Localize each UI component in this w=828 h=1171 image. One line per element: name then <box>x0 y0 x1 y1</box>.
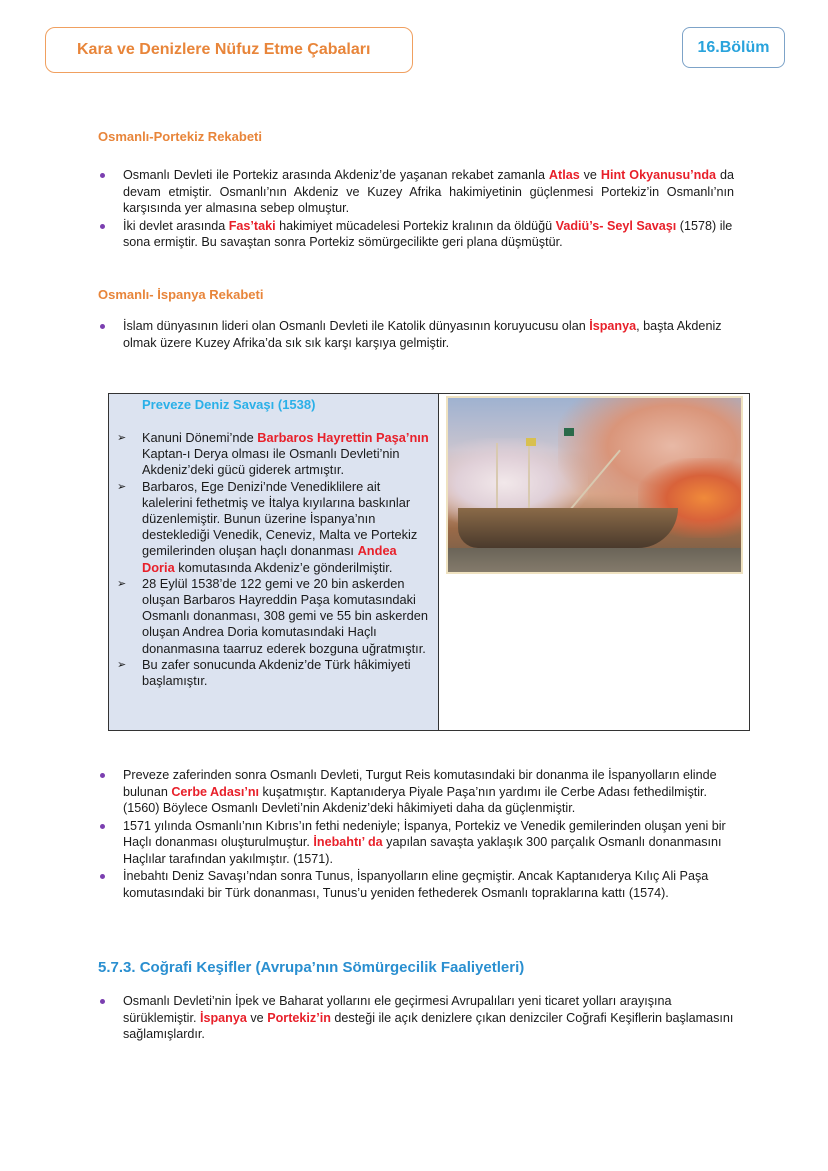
text: (1578) ile sona ermiştir. Bu savaştan sonra Portekiz sömürgecilikte geri plana düşmüştür. <box>123 218 733 249</box>
flag-shape <box>564 428 574 436</box>
page-title: Kara ve Denizlere Nüfuz Etme Çabaları <box>77 41 371 58</box>
text: hakimiyet mücadelesi Portekiz kralının da öldüğü <box>275 218 556 233</box>
text: da devam etmiştir. Osmanlı’nın Akdeniz ve Kuzey Afrika hakimiyetinin güçlenmesi Portekiz’in Osmanlı’nın karşısında yer almasına sebep olmuştur. <box>123 168 734 215</box>
text: kuşatmıştır. Kaptanıderya Piyale Paşa’nın yardımı ile Cerbe Adası fethedilmiştir. (1560) Böylece Osmanlı Devleti’nin Akdeniz’deki hâkimiyeti daha da güçlenmiştir. <box>123 784 708 815</box>
arrow-bullet-icon: ➢ <box>117 432 127 444</box>
list-item <box>98 167 734 217</box>
text: Kanuni Dönemi’nde <box>142 430 258 445</box>
after-preveze-list <box>98 767 734 902</box>
text: Barbaros, Ege Denizi’nde Venediklilere ait kalelerini fethetmiş ve İtalya kıyılarına baskınlar düzenlemiştir. Bunun üzerine İspanya’nın desteklediği Venedik, Ceneviz, Malta ve Portekiz gemilerinden oluşan haçlı donanması <box>142 478 418 559</box>
page-title-box <box>45 27 413 73</box>
text: Osmanlı Devleti ile Portekiz arasında Akdeniz’de yaşanan rekabet zamanla <box>123 168 549 182</box>
highlight: Hint Okyanusu’nda <box>600 168 717 182</box>
text: Preveze zaferinden sonra Osmanlı Devleti, Turgut Reis komutasındaki bir donanma ile İspanyolların elinde bulunan <box>123 768 717 799</box>
highlight: İspanya <box>199 1010 247 1025</box>
kesifler-list <box>98 993 734 1044</box>
arrow-bullet-icon: ➢ <box>117 658 127 671</box>
chapter-label: 16.Bölüm <box>697 38 770 56</box>
text: 1571 yılında Osmanlı’nın Kıbrıs’ın fethi nedeniyle; İspanya, Portekiz ve Venedik gemilerinden oluşan yeni bir Haçlı donanması oluşturulmuştur. <box>123 818 726 849</box>
highlight: Barbaros Hayrettin Paşa’nın <box>257 430 429 445</box>
list-item <box>98 218 734 251</box>
list-item <box>98 318 734 351</box>
text: , başta Akdeniz olmak üzere Kuzey Afrika’da sık sık karşı karşıya gelmiştir. <box>123 319 722 350</box>
heading-portekiz: Osmanlı-Portekiz Rekabeti <box>98 129 262 144</box>
bullet-icon <box>100 874 105 879</box>
list-item <box>98 868 734 901</box>
text: İslam dünyasının lideri olan Osmanlı Devleti ile Katolik dünyasının koruyucusu olan <box>123 319 590 333</box>
arrow-bullet-icon: ➢ <box>117 577 127 590</box>
text: Osmanlı Devleti’nin İpek ve Baharat yollarını ele geçirmesi Avrupalıları yeni ticaret yolları arayışına sürüklemiştir. <box>123 994 672 1025</box>
arrow-bullet-icon: ➢ <box>117 480 127 493</box>
highlight: Atlas <box>548 168 580 182</box>
text: komutasında Akdeniz’e gönderilmiştir. <box>174 559 393 575</box>
chapter-badge <box>682 27 785 68</box>
ship-hull-shape <box>458 508 678 548</box>
preveze-title: Preveze Deniz Savaşı (1538) <box>142 397 316 412</box>
bullet-icon <box>100 773 105 778</box>
text: 28 Eylül 1538’de 122 gemi ve 20 bin askerden oluşan Barbaros Hayreddin Paşa komutasındaki Osmanlı donanması, 308 gemi ve 55 bin askerden oluşan Andrea Doria komutasındaki Haçlı donanmasına taarruz ederek bozguna uğratmıştır. <box>142 575 428 656</box>
highlight: Cerbe Adası’nı <box>171 784 260 799</box>
water-shape <box>448 548 741 574</box>
flag-shape <box>526 438 536 446</box>
heading-ispanya: Osmanlı- İspanya Rekabeti <box>98 287 264 302</box>
preveze-list <box>116 430 432 689</box>
portekiz-list <box>98 167 734 252</box>
list-item <box>116 430 432 479</box>
preveze-info-table <box>108 393 750 731</box>
list-item <box>98 993 734 1043</box>
text: İnebahtı Deniz Savaşı’ndan sonra Tunus, İspanyolların eline geçmiştir. Ancak Kaptanıderya Kılıç Ali Paşa komutasındaki bir Türk donanması, Tunus’u yeniden fethederek Osmanlı topraklarına kattı (1574). <box>123 869 709 900</box>
text: Bu zafer sonucunda Akdeniz’de Türk hâkimiyeti başlamıştır. <box>142 656 411 689</box>
preveze-text-cell <box>109 394 439 730</box>
bullet-icon <box>100 999 105 1004</box>
text: ve <box>579 168 601 182</box>
highlight: İspanya <box>589 319 637 333</box>
text: desteği ile açık denizlere çıkan denizciler Coğrafi Keşiflerin başlamasını sağlamışlardır. <box>123 1010 734 1041</box>
list-item <box>116 576 432 657</box>
highlight: Portekiz’in <box>267 1010 331 1025</box>
ispanya-list <box>98 318 734 352</box>
text: İki devlet arasında <box>123 218 229 233</box>
heading-cografi-kesifler: 5.7.3. Coğrafi Keşifler (Avrupa’nın Sömürgecilik Faaliyetleri) <box>98 959 525 976</box>
preveze-battle-painting <box>446 396 743 574</box>
list-item <box>98 767 734 817</box>
bullet-icon <box>100 224 105 229</box>
preveze-image-cell <box>439 394 749 730</box>
highlight: Andea Doria <box>142 543 397 575</box>
list-item <box>116 657 432 689</box>
bullet-icon <box>100 824 105 829</box>
text: Kaptan-ı Derya olması ile Osmanlı Devleti’nin Akdeniz’deki gücü giderek artmıştır. <box>142 446 400 478</box>
bullet-icon <box>100 324 105 329</box>
text: ve <box>246 1010 268 1025</box>
bullet-icon <box>100 173 105 178</box>
highlight: Fas’taki <box>228 218 276 233</box>
highlight: İnebahtı’ da <box>313 835 383 849</box>
list-item <box>98 818 734 868</box>
text: yapılan savaşta yaklaşık 300 parçalık Osmanlı donanmasını Haçlılar tarafından yakılmıştır. (1571). <box>123 835 722 866</box>
list-item <box>116 479 432 576</box>
highlight: Vadiü’s- Seyl Savaşı <box>555 218 677 233</box>
